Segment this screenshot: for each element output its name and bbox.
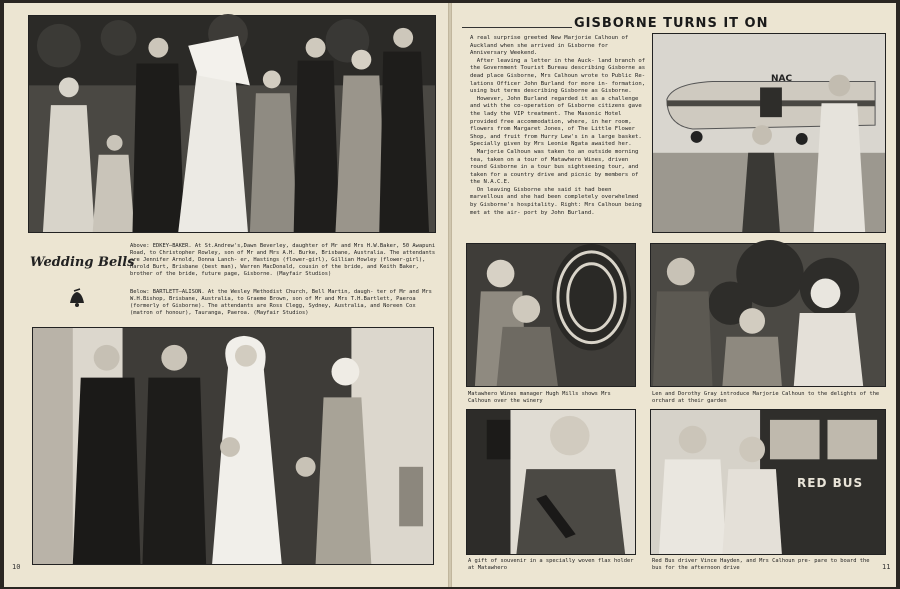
red-bus-photo bbox=[650, 409, 886, 555]
winery-caption: Matawhero Wines manager Hugh Mills shows Mrs Calhoun over the winery bbox=[468, 391, 611, 404]
wine-gift-photo bbox=[466, 409, 636, 555]
headline-rule bbox=[462, 27, 572, 28]
wedding-bells-heading: Wedding Bells bbox=[30, 255, 135, 270]
bus-caption: Red Bus driver Vince Hayden, and Mrs Calhoun pre- pare to board the bus for the afternoon drive bbox=[652, 558, 870, 571]
airport-photo bbox=[652, 33, 886, 233]
bells-icon bbox=[66, 287, 88, 309]
wedding-photo-bottom bbox=[32, 327, 434, 565]
right-page bbox=[452, 3, 896, 587]
article-headline: GISBORNE TURNS IT ON bbox=[574, 16, 769, 31]
caption-below: Below: BARTLETT—ALISON. At the Wesley Methodist Church, Bell Martin, daugh- ter of Mr and Mrs W.H.Bishop, Brisbane, Australia, to Graeme Brown, son of Mr and Mrs T.H.Bartlett, Paeroa (formerly of Gisborne). The attendants are Ross Clegg, Sydney, Australia, and Noreen Cox (matron of honour), Tauranga, Paeroa. (Mayfair Studios) bbox=[130, 289, 432, 316]
left-page-number: 10 bbox=[12, 563, 21, 571]
garden-photo bbox=[650, 243, 886, 387]
wine-gift-caption: A gift of souvenir in a specially woven flax holder at Matawhero bbox=[468, 558, 634, 571]
bus-destination-sign: RED BUS bbox=[797, 476, 864, 490]
garden-caption: Len and Dorothy Gray introduce Marjorie Calhoun to the delights of the orchard at their garden bbox=[652, 391, 880, 404]
wedding-photo-top bbox=[28, 15, 436, 233]
magazine-spread bbox=[4, 3, 896, 587]
plane-airline-label: NAC bbox=[771, 74, 793, 84]
left-page bbox=[4, 3, 448, 587]
right-page-number: 11 bbox=[882, 563, 891, 571]
article-body: A real surprise greeted New Marjorie Calhoun of Auckland when she arrived in Gisborne for Anniversary Weekend. After leaving a letter in the Auck- land branch of the Government Tourist Bureau describing Gisborne as dead place Gisborne, Mrs Calhoun wrote to Public Re- lations Officer John Burland for more in- formation, using but terms describing Gisborne as Gisborne. However, John Burland regarded it as a challenge and with the co-operation of Gisborne citizens gave the lady the VIP treatment. The Masonic Hotel provided free accommodation, where, in her room, flowers from Margaret Jones, of The Little Flower Shop, and fruit from Hurry Lew's in a large basket. Specially given by Mrs Leonie Ngata awaited her. Marjorie Calhoun was taken to an outside morning tea, taken on a tour of Matawhero Wines, driven round Gisborne in a tour bus sightseeing tour, and taken for a country drive and picnic by members of the N.A.C.E. On leaving Gisborne she said it had been marvellous and she had been completely overwhelmed by Gisborne's hospitality. Right: Mrs Calhoun being met at the air- port by John Burland. bbox=[470, 35, 646, 216]
winery-photo bbox=[466, 243, 636, 387]
caption-above: Above: EDKEY—BAKER. At St.Andrew's,Dawn Beverley, daughter of Mr and Mrs H.W.Baker, 50 Awapuni Road, to Christopher Rowley, son of Mr and Mrs A.H. Burke, Brisbane, Australia. The attendants are Jennifer Arnold, Donna Lanch- er, Hastings (flower-girl), Gillian Howley (flower-girl), Harold Burt, Brisbane (best man), Warren MacDonald, cousin of the bride, and Keith Baker, brother of the bride, future page, Gisborne. (Mayfair Studios) bbox=[130, 243, 436, 277]
